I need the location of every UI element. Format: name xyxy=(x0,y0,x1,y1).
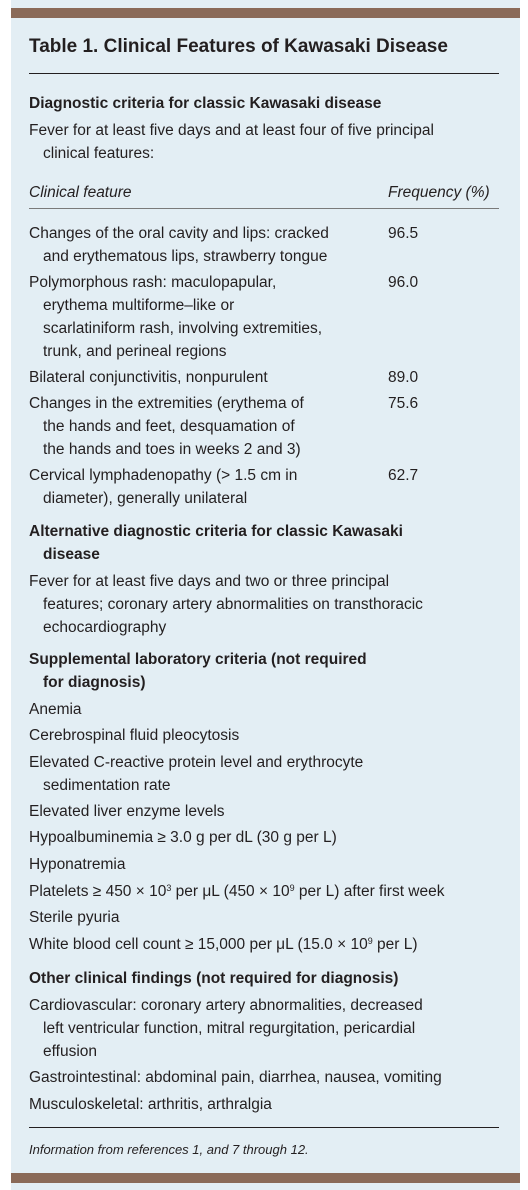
lab-item-pyuria: Sterile pyuria xyxy=(29,909,120,926)
feature-row-line: and erythematous lips, strawberry tongue xyxy=(43,248,328,265)
feature-row-line: Changes in the extremities (erythema of xyxy=(29,395,304,412)
lab-item-anemia: Anemia xyxy=(29,701,82,718)
other-cardiovascular: Cardiovascular: coronary artery abnormalities, decreased xyxy=(29,997,423,1014)
feature-frequency: 96.0 xyxy=(388,274,419,291)
feature-frequency: 89.0 xyxy=(388,369,419,386)
footnote: Information from references 1, and 7 through 12. xyxy=(29,1142,309,1157)
lab-item-csf: Cerebrospinal fluid pleocytosis xyxy=(29,727,240,744)
lab-item-hyponatremia: Hyponatremia xyxy=(29,856,126,873)
title-rule xyxy=(29,73,499,74)
classic-intro-line: Fever for at least five days and at least four of five principal xyxy=(29,122,434,139)
alternative-text-line: echocardiography xyxy=(43,619,167,636)
feature-frequency: 62.7 xyxy=(388,467,419,484)
feature-row-line: the hands and toes in weeks 2 and 3) xyxy=(43,441,301,458)
classic-intro-line: clinical features: xyxy=(43,145,155,162)
feature-row-line: the hands and feet, desquamation of xyxy=(43,418,295,435)
other-cardiovascular: effusion xyxy=(43,1043,98,1060)
section-heading-laboratory: Supplemental laboratory criteria (not required xyxy=(29,651,367,668)
bottom-border-bar xyxy=(11,1173,520,1183)
feature-row-line: diameter), generally unilateral xyxy=(43,490,248,507)
column-header-feature: Clinical feature xyxy=(29,184,132,201)
section-heading-other: Other clinical findings (not required for diagnosis) xyxy=(29,970,399,987)
alternative-text-line: Fever for at least five days and two or three principal xyxy=(29,573,390,590)
section-heading-alternative: disease xyxy=(43,546,100,563)
lab-item-wbc: White blood cell count ≥ 15,000 per μL ($15.0 \times 10^9$ per L) xyxy=(29,936,418,953)
feature-row-line: Bilateral conjunctivitis, nonpurulent xyxy=(29,369,268,386)
lab-item-platelets: Platelets ≥ $450 \times 10^3$ per μL ($450 \times 10^9$ per L) after first week xyxy=(29,883,445,900)
top-border-bar xyxy=(11,8,520,18)
feature-row-line: Changes of the oral cavity and lips: cracked xyxy=(29,225,329,242)
feature-frequency: 75.6 xyxy=(388,395,419,412)
section-heading-classic: Diagnostic criteria for classic Kawasaki disease xyxy=(29,95,382,112)
table-title: Table 1. Clinical Features of Kawasaki Disease xyxy=(29,36,448,57)
section-heading-alternative: Alternative diagnostic criteria for classic Kawasaki xyxy=(29,523,403,540)
section-heading-laboratory: for diagnosis) xyxy=(43,674,146,691)
lab-item-crp: sedimentation rate xyxy=(43,777,171,794)
feature-row-line: Polymorphous rash: maculopapular, xyxy=(29,274,277,291)
other-gastrointestinal: Gastrointestinal: abdominal pain, diarrhea, nausea, vomiting xyxy=(29,1069,442,1086)
lab-item-crp: Elevated C-reactive protein level and erythrocyte xyxy=(29,754,364,771)
lab-item-hypoalbuminemia: Hypoalbuminemia ≥ 3.0 g per dL (30 g per L) xyxy=(29,829,337,846)
feature-row-line: erythema multiforme–like or xyxy=(43,297,235,314)
other-musculoskeletal: Musculoskeletal: arthritis, arthralgia xyxy=(29,1096,272,1113)
other-cardiovascular: left ventricular function, mitral regurgitation, pericardial xyxy=(43,1020,416,1037)
alternative-text-line: features; coronary artery abnormalities on transthoracic xyxy=(43,596,423,613)
feature-frequency: 96.5 xyxy=(388,225,419,242)
header-rule xyxy=(29,208,499,209)
feature-row-line: trunk, and perineal regions xyxy=(43,343,227,360)
footnote-rule xyxy=(29,1127,499,1128)
feature-row-line: scarlatiniform rash, involving extremities, xyxy=(43,320,323,337)
lab-item-liver: Elevated liver enzyme levels xyxy=(29,803,225,820)
feature-row-line: Cervical lymphadenopathy (> 1.5 cm in xyxy=(29,467,298,484)
column-header-frequency: Frequency (%) xyxy=(388,184,490,201)
